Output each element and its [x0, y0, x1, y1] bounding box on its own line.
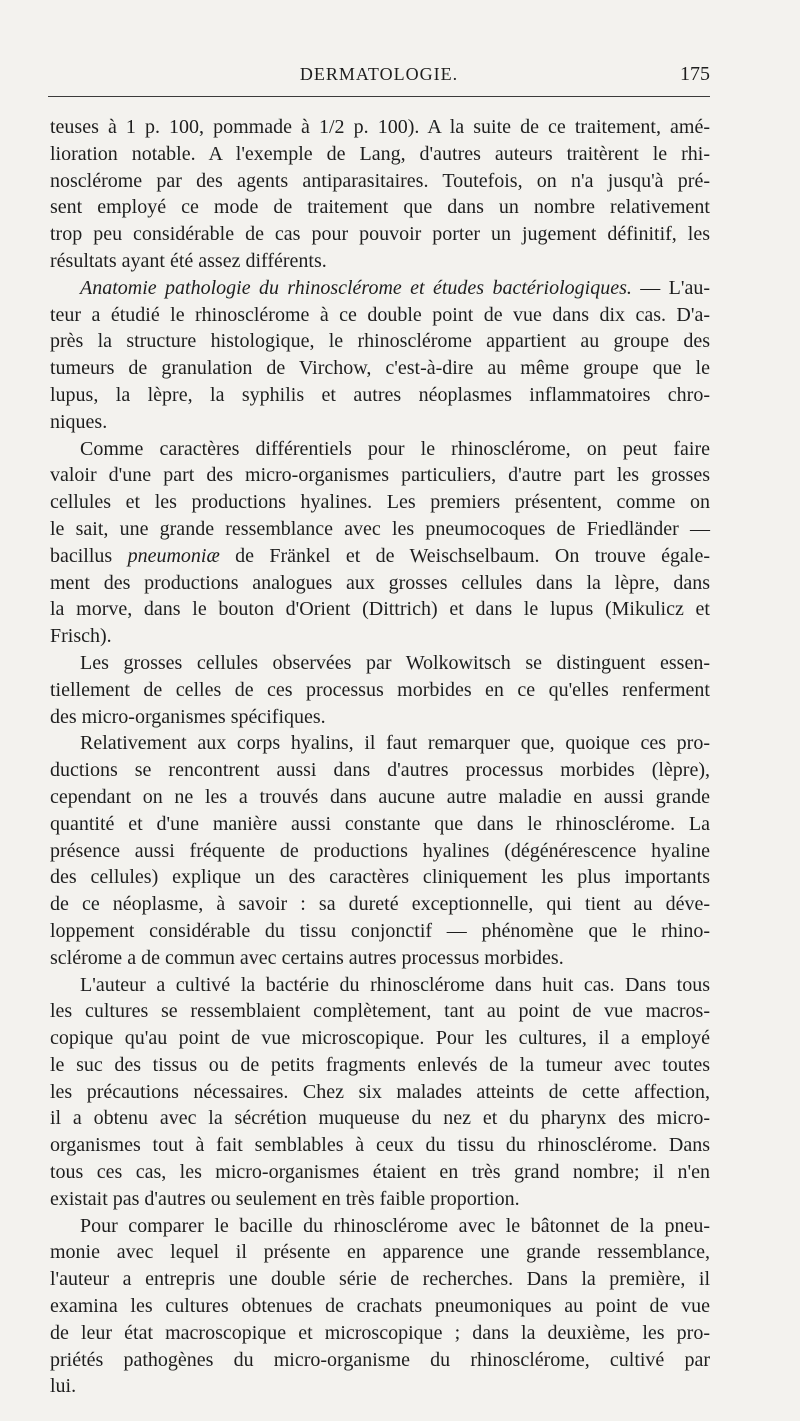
text-line [50, 1186, 710, 1213]
text-line [50, 1320, 710, 1347]
text-segment: nosclérome par des agents antiparasitaires. Toutefois, on n'a jusqu'à pré- [50, 169, 710, 192]
text-segment: les précautions nécessaires. Chez six malades atteints de cette affection, [50, 1080, 710, 1103]
text-line [50, 1239, 710, 1266]
header-rule [48, 96, 710, 97]
text-line [50, 1266, 710, 1293]
text-segment: bacillus [50, 544, 128, 567]
text-line [50, 221, 710, 248]
text-line [50, 972, 710, 999]
text-segment: existait pas d'autres ou seulement en très faible proportion. [50, 1187, 520, 1210]
text-segment: présence aussi fréquente de productions hyalines (dégénérescence hyaline [50, 839, 710, 862]
text-segment: cellules et les productions hyalines. Les premiers présentent, comme on [50, 491, 710, 514]
text-line [50, 114, 710, 141]
text-segment: Relativement aux corps hyalins, il faut remarquer que, quoique ces pro- [80, 732, 710, 755]
text-line [50, 275, 710, 302]
text-segment: cependant on ne les a trouvés dans aucune autre maladie en aussi grande [50, 785, 710, 808]
text-line [50, 757, 710, 784]
text-line [50, 891, 710, 918]
text-line [50, 1132, 710, 1159]
text-line [50, 1293, 710, 1320]
italic-text-segment: pneumoniæ [127, 544, 220, 567]
text-line [50, 436, 710, 463]
text-line [50, 918, 710, 945]
text-segment: teur a étudié le rhinosclérome à ce double point de vue dans dix cas. D'a- [50, 303, 710, 326]
text-segment: il a obtenu avec la sécrétion muqueuse du nez et du pharynx des micro- [50, 1107, 710, 1130]
text-segment: la morve, dans le bouton d'Orient (Dittrich) et dans le lupus (Mikulicz et [50, 598, 710, 621]
text-line [50, 596, 710, 623]
text-line [50, 168, 710, 195]
text-line [50, 462, 710, 489]
text-line [50, 248, 710, 275]
text-line [50, 784, 710, 811]
text-segment: sent employé ce mode de traitement que dans un nombre relativement [50, 196, 710, 219]
text-segment: examina les cultures obtenues de crachats pneumoniques au point de vue [50, 1295, 710, 1318]
text-line [50, 730, 710, 757]
text-line [50, 1052, 710, 1079]
text-line [50, 194, 710, 221]
text-line [50, 141, 710, 168]
text-segment: L'auteur a cultivé la bactérie du rhinosclérome dans huit cas. Dans tous [80, 973, 710, 996]
text-line [50, 409, 710, 436]
text-segment: organismes tout à fait semblables à ceux du tissu du rhinosclérome. Dans [50, 1134, 710, 1157]
text-segment: tous ces cas, les micro-organismes étaient en très grand nombre; il n'en [50, 1161, 710, 1184]
text-line [50, 704, 710, 731]
italic-text-segment: Anatomie pathologie du rhinosclérome et études bactériologiques. [80, 276, 632, 299]
text-line [50, 945, 710, 972]
text-segment: lupus, la lèpre, la syphilis et autres néoplasmes inflammatoires chro- [50, 383, 710, 406]
text-line [50, 650, 710, 677]
text-segment: des micro-organismes spécifiques. [50, 705, 326, 728]
text-segment: ductions se rencontrent aussi dans d'autres processus morbides (lèpre), [50, 759, 710, 782]
page-number: 175 [680, 63, 710, 85]
text-segment: quantité et d'une manière aussi constante que dans le rhinosclérome. La [50, 812, 710, 835]
text-segment: teuses à 1 p. 100, pommade à 1/2 p. 100). A la suite de ce traitement, amé- [50, 116, 710, 138]
text-segment: loppement considérable du tissu conjonctif — phénomène que le rhino- [50, 919, 710, 942]
text-segment: lui. [50, 1375, 77, 1398]
text-segment: copique qu'au point de vue microscopique. Pour les cultures, il a employé [50, 1027, 710, 1050]
text-segment: Les grosses cellules observées par Wolkowitsch se distinguent essen- [80, 651, 710, 674]
text-segment: trop peu considérable de cas pour pouvoir porter un jugement définitif, les [50, 223, 710, 246]
text-line [50, 516, 710, 543]
text-line [50, 489, 710, 516]
text-segment: niques. [50, 410, 108, 433]
text-line [50, 864, 710, 891]
text-line [50, 543, 710, 570]
text-segment: de leur état macroscopique et microscopique ; dans la deuxième, les pro- [50, 1321, 710, 1344]
text-line [50, 1213, 710, 1240]
text-line [50, 1025, 710, 1052]
text-line [50, 570, 710, 597]
text-segment: l'auteur a entrepris une double série de recherches. Dans la première, il [50, 1268, 710, 1291]
text-line [50, 302, 710, 329]
text-line [50, 355, 710, 382]
running-title: DERMATOLOGIE. [299, 64, 459, 84]
text-line [50, 1079, 710, 1106]
text-line [50, 1159, 710, 1186]
text-line [50, 811, 710, 838]
text-segment: valoir d'une part des micro-organismes particuliers, d'autre part les grosses [50, 464, 710, 487]
text-line [50, 677, 710, 704]
text-segment: priétés pathogènes du micro-organisme du rhinosclérome, cultivé par [50, 1348, 710, 1371]
body-text [50, 114, 710, 1400]
text-segment: ment des productions analogues aux grosses cellules dans la lèpre, dans [50, 571, 710, 594]
text-segment: sclérome a de commun avec certains autres processus morbides. [50, 946, 564, 969]
text-line [50, 328, 710, 355]
text-line [50, 1347, 710, 1374]
text-line [50, 998, 710, 1025]
text-segment: Pour comparer le bacille du rhinosclérome avec le bâtonnet de la pneu- [80, 1214, 710, 1237]
text-line [50, 838, 710, 865]
text-segment: tiellement de celles de ces processus morbides en ce qu'elles renferment [50, 678, 710, 701]
text-line [50, 382, 710, 409]
text-segment: des cellules) explique un des caractères cliniquement les plus importants [50, 866, 710, 889]
text-segment: monie avec lequel il présente en apparence une grande ressemblance, [50, 1241, 710, 1264]
text-segment: résultats ayant été assez différents. [50, 249, 327, 272]
text-segment: de ce néoplasme, à savoir : sa dureté exceptionnelle, qui tient au déve- [50, 893, 710, 916]
text-segment: le suc des tissus ou de petits fragments enlevés de la tumeur avec toutes [50, 1053, 710, 1076]
text-segment: le sait, une grande ressemblance avec les pneumocoques de Friedländer — [50, 517, 710, 540]
text-segment: les cultures se ressemblaient complètement, tant au point de vue macros- [50, 1000, 710, 1023]
text-segment: — L'au- [631, 276, 710, 299]
text-line [50, 1373, 710, 1400]
text-segment: Frisch). [50, 625, 112, 648]
text-line [50, 1105, 710, 1132]
text-segment: lioration notable. A l'exemple de Lang, d'autres auteurs traitèrent le rhi- [50, 142, 710, 165]
text-segment: près la structure histologique, le rhinosclérome appartient au groupe des [50, 330, 710, 353]
text-segment: Comme caractères différentiels pour le rhinosclérome, on peut faire [80, 437, 710, 460]
text-segment: tumeurs de granulation de Virchow, c'est-à-dire au même groupe que le [50, 357, 710, 380]
text-line [50, 623, 710, 650]
running-head [48, 62, 710, 86]
text-segment: de Fränkel et de Weischselbaum. On trouve égale- [219, 544, 710, 567]
